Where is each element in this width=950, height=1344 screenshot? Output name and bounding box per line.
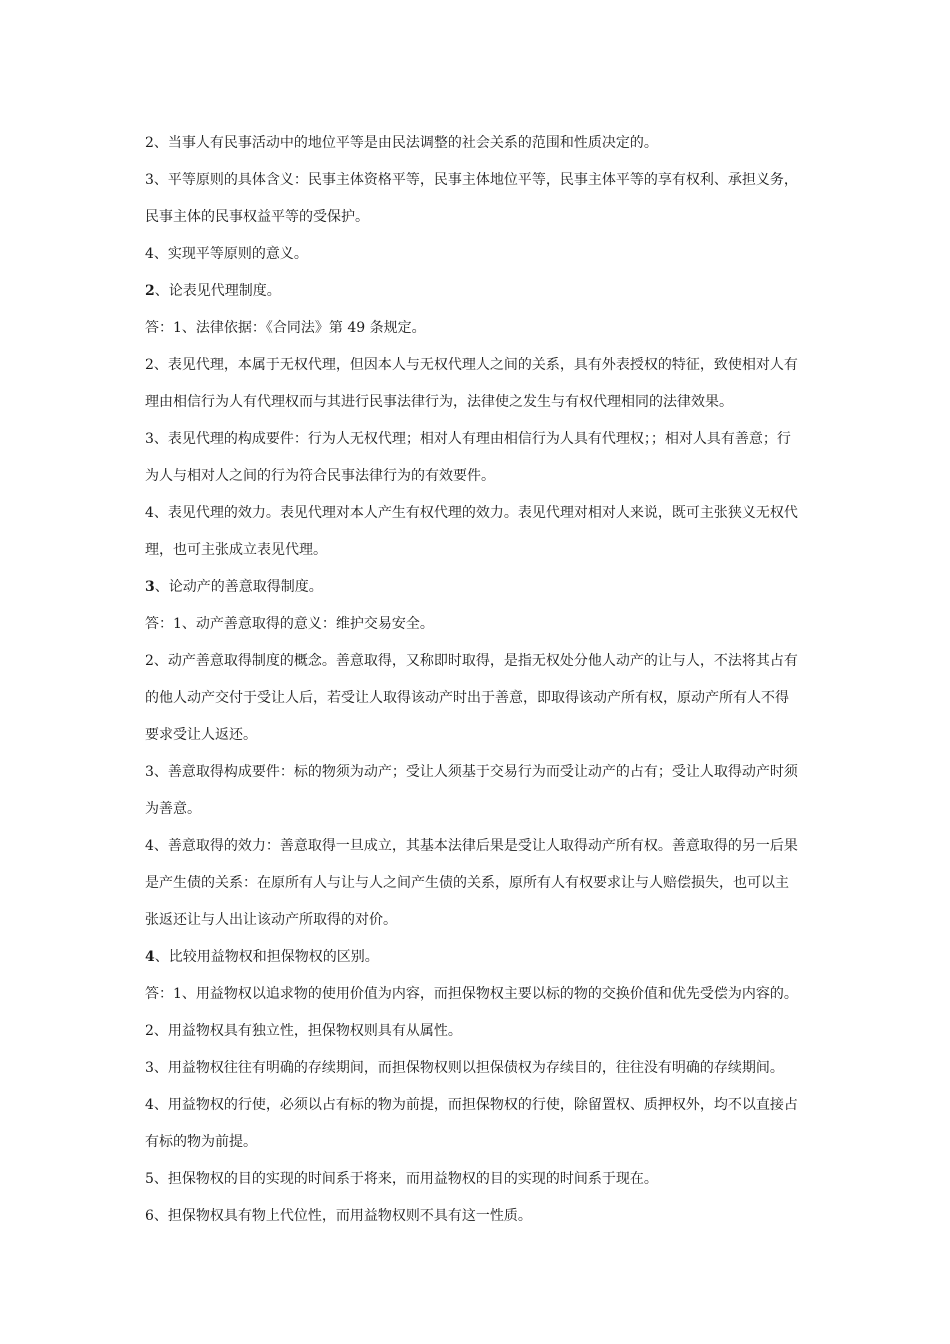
text-line: 为人与相对人之间的行为符合民事法律行为的有效要件。 <box>145 468 495 484</box>
text-line: 5、担保物权的目的实现的时间系于将来，而用益物权的目的实现的时间系于现在。 <box>145 1171 658 1187</box>
text-line: 为善意。 <box>145 801 201 817</box>
text-line: 3、善意取得构成要件：标的物须为动产；受让人须基于交易行为而受让动产的占有；受让人取得动产时须 <box>145 764 798 780</box>
section-number: 2 <box>145 283 155 299</box>
text-line: 是产生债的关系：在原所有人与让与人之间产生债的关系，原所有人有权要求让与人赔偿损失，也可以主 <box>145 875 789 891</box>
text-line: 3、表见代理的构成要件：行为人无权代理；相对人有理由相信行为人具有代理权；；相对人具有善意；行 <box>145 431 791 447</box>
text-line: 答：1、法律依据：《合同法》第 49 条规定。 <box>145 320 426 336</box>
text-line: 要求受让人返还。 <box>145 727 257 743</box>
section-title: 、论表见代理制度。 <box>154 283 281 299</box>
text-line: 6、担保物权具有物上代位性，而用益物权则不具有这一性质。 <box>145 1208 532 1224</box>
text-line: 答：1、动产善意取得的意义：维护交易安全。 <box>145 616 434 632</box>
text-line: 民事主体的民事权益平等的受保护。 <box>145 209 369 225</box>
text-line: 4、表见代理的效力。表见代理对本人产生有权代理的效力。表见代理对相对人来说，既可主张狭义无权代 <box>145 505 798 521</box>
section-number: 3 <box>145 579 155 595</box>
text-line: 答：1、用益物权以追求物的使用价值为内容，而担保物权主要以标的物的交换价值和优先受偿为内容的。 <box>145 986 798 1002</box>
document-page <box>145 125 810 1235</box>
text-line: 理由相信行为人有代理权而与其进行民事法律行为，法律使之发生与有权代理相同的法律效果。 <box>145 394 733 410</box>
section-heading <box>145 273 810 310</box>
section-title: 、比较用益物权和担保物权的区别。 <box>154 949 379 965</box>
text-line: 2、用益物权具有独立性，担保物权则具有从属性。 <box>145 1023 462 1039</box>
text-line: 3、用益物权往往有明确的存续期间，而担保物权则以担保债权为存续目的，往往没有明确的存续期间。 <box>145 1060 784 1076</box>
section-heading <box>145 569 810 606</box>
text-line: 张返还让与人出让该动产所取得的对价。 <box>145 912 397 928</box>
text-line: 2、当事人有民事活动中的地位平等是由民法调整的社会关系的范围和性质决定的。 <box>145 135 658 151</box>
text-line: 的他人动产交付于受让人后，若受让人取得该动产时出于善意，即取得该动产所有权，原动产所有人不得 <box>145 690 789 706</box>
text-line: 3、平等原则的具体含义：民事主体资格平等，民事主体地位平等，民事主体平等的享有权利、承担义务， <box>145 172 798 188</box>
text-line: 2、表见代理，本属于无权代理，但因本人与无权代理人之间的关系，具有外表授权的特征，致使相对人有 <box>145 357 798 373</box>
text-line: 4、用益物权的行使，必须以占有标的物为前提，而担保物权的行使，除留置权、质押权外，均不以直接占 <box>145 1097 798 1113</box>
section-title: 、论动产的善意取得制度。 <box>154 579 323 595</box>
section-number: 4 <box>145 949 155 965</box>
text-line: 有标的物为前提。 <box>145 1134 257 1150</box>
text-line: 理，也可主张成立表见代理。 <box>145 542 327 558</box>
section-heading <box>145 939 810 976</box>
text-line: 4、实现平等原则的意义。 <box>145 246 308 262</box>
text-line: 4、善意取得的效力：善意取得一旦成立，其基本法律后果是受让人取得动产所有权。善意取得的另一后果 <box>145 838 798 854</box>
text-line: 2、动产善意取得制度的概念。善意取得，又称即时取得，是指无权处分他人动产的让与人，不法将其占有 <box>145 653 798 669</box>
